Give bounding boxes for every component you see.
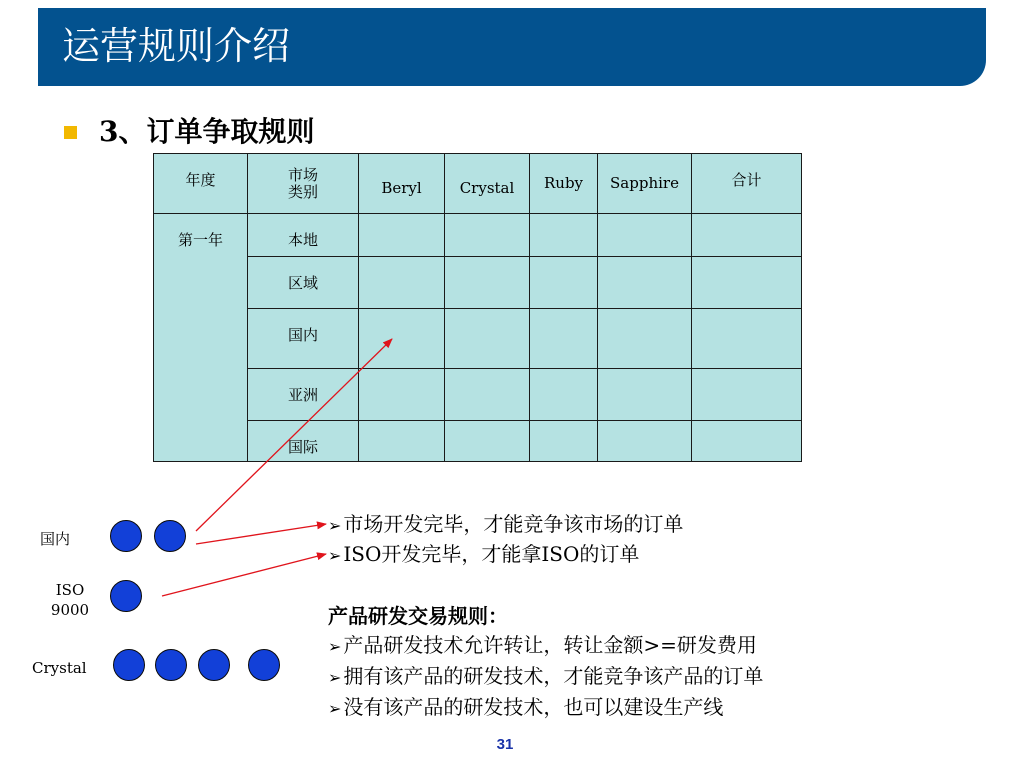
arrow-to-iso-rule (162, 554, 326, 596)
market-cell: 国际 (248, 421, 359, 462)
market-cell: 本地 (248, 214, 359, 257)
header-product-beryl-text: Beryl (381, 179, 422, 197)
crystal-label: Crystal (32, 659, 87, 677)
market-cell: 国内 (248, 309, 359, 369)
header-product-ruby: Ruby (530, 154, 598, 214)
arrow-to-domestic-market (196, 339, 392, 531)
arrow-bullet-icon: ➢ (328, 637, 342, 656)
arrow-bullet-icon: ➢ (328, 668, 342, 687)
product-rules-title: 产品研发交易规则： (328, 604, 508, 628)
arrow-bullet-icon: ➢ (328, 699, 342, 718)
market-rule-text: 市场开发完毕，才能竞争该市场的订单 (343, 512, 684, 536)
iso-rule-text: ISO开发完毕，才能拿ISO的订单 (343, 542, 640, 566)
iso-label-line1: ISO (55, 581, 85, 599)
product-rule-bullet (328, 693, 723, 723)
header-market-text: 市场类别 (287, 165, 318, 201)
arrow-bullet-icon: ➢ (328, 546, 342, 565)
product-rule-text: 拥有该产品的研发技术，才能竞争该产品的订单 (343, 664, 764, 688)
iso-rule-bullet (328, 540, 639, 570)
market-cell: 亚洲 (248, 369, 359, 421)
market-rule-bullet (328, 510, 683, 540)
header-total: 合计 (692, 154, 802, 214)
header-product-sapphire: Sapphire (598, 154, 692, 214)
product-rule-bullet (328, 631, 757, 661)
section-heading-text: 3、订单争取规则 (99, 115, 315, 148)
product-rule-bullet (328, 662, 763, 692)
arrow-to-market-rule (196, 524, 326, 544)
header-product-crystal-text: Crystal (459, 179, 515, 197)
market-cell: 区域 (248, 257, 359, 309)
header-year: 年度 (154, 154, 248, 214)
slide-title: 运营规则介绍 (62, 24, 291, 68)
domestic-label: 国内 (40, 530, 71, 548)
product-rule-text: 产品研发技术允许转让，转让金额>=研发费用 (343, 633, 757, 657)
iso-label-line2: 9000 (50, 601, 90, 619)
product-rule-text: 没有该产品的研发技术，也可以建设生产线 (343, 695, 724, 719)
year-cell: 第一年 (154, 214, 248, 462)
arrow-bullet-icon: ➢ (328, 516, 342, 535)
page-number: 31 (496, 736, 514, 753)
